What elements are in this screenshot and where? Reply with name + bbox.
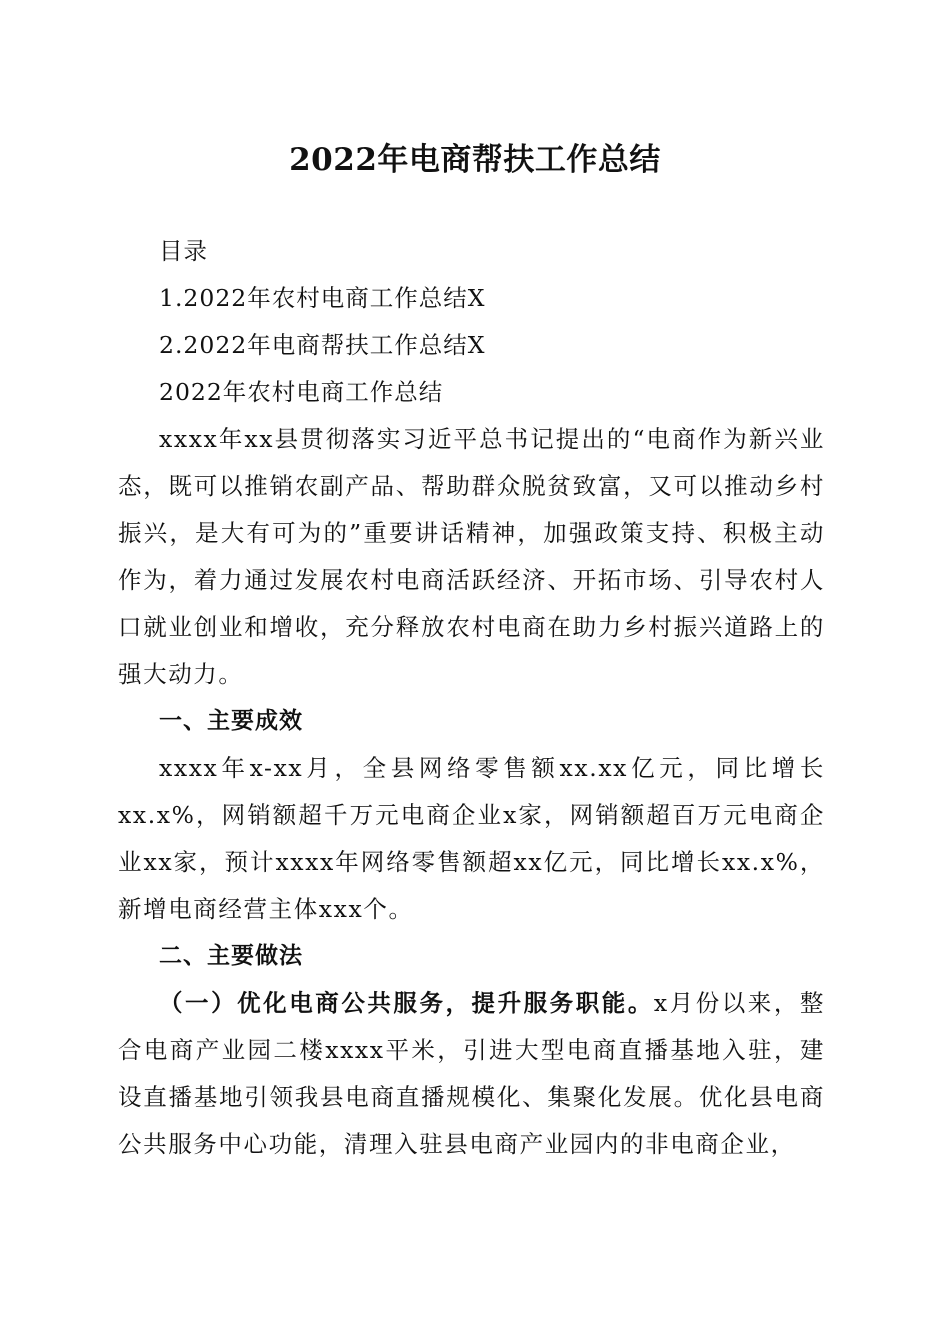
intro-paragraph: xxxx年xx县贯彻落实习近平总书记提出的“电商作为新兴业态，既可以推销农副产品、帮助群众脱贫致富，又可以推动乡村振兴，是大有可为的”重要讲话精神，加强政策支持、积极主动作为，着力通过发展农村电商活跃经济、开拓市场、引导农村人口就业创业和增收，充分释放农村电商在助力乡村振兴道路上的强大动力。	[118, 425, 825, 688]
section-heading: 二、主要做法	[159, 943, 303, 969]
paragraph-body: x月份以来，整合电商产业园二楼xxxx平米，引进大型电商直播基地入驻，建设直播基地引领我县电商直播规模化、集聚化发展。优化县电商公共服务中心功能，清理入驻县电商产业园内的非电商企业，	[118, 989, 826, 1158]
toc-item: 1.2022年农村电商工作总结X	[159, 284, 486, 312]
results-paragraph: xxxx年x-xx月，全县网络零售额xx.xx亿元，同比增长xx.x%，网销额超千万元电商企业x家，网销额超百万元电商企业xx家，预计xxxx年网络零售额超xx亿元，同比增长xx.x%，新增电商经营主体xxx个。	[118, 754, 825, 923]
practice-paragraph	[118, 980, 825, 1168]
paragraph-lead: （一）优化电商公共服务，提升服务职能。	[159, 989, 654, 1017]
document-title: 2022年电商帮扶工作总结	[289, 142, 661, 178]
document-body	[118, 228, 825, 1168]
section-heading: 一、主要成效	[159, 708, 303, 734]
toc-label: 目录	[159, 237, 208, 265]
toc-item: 2.2022年电商帮扶工作总结X	[159, 331, 486, 359]
section-subtitle: 2022年农村电商工作总结	[159, 378, 444, 406]
